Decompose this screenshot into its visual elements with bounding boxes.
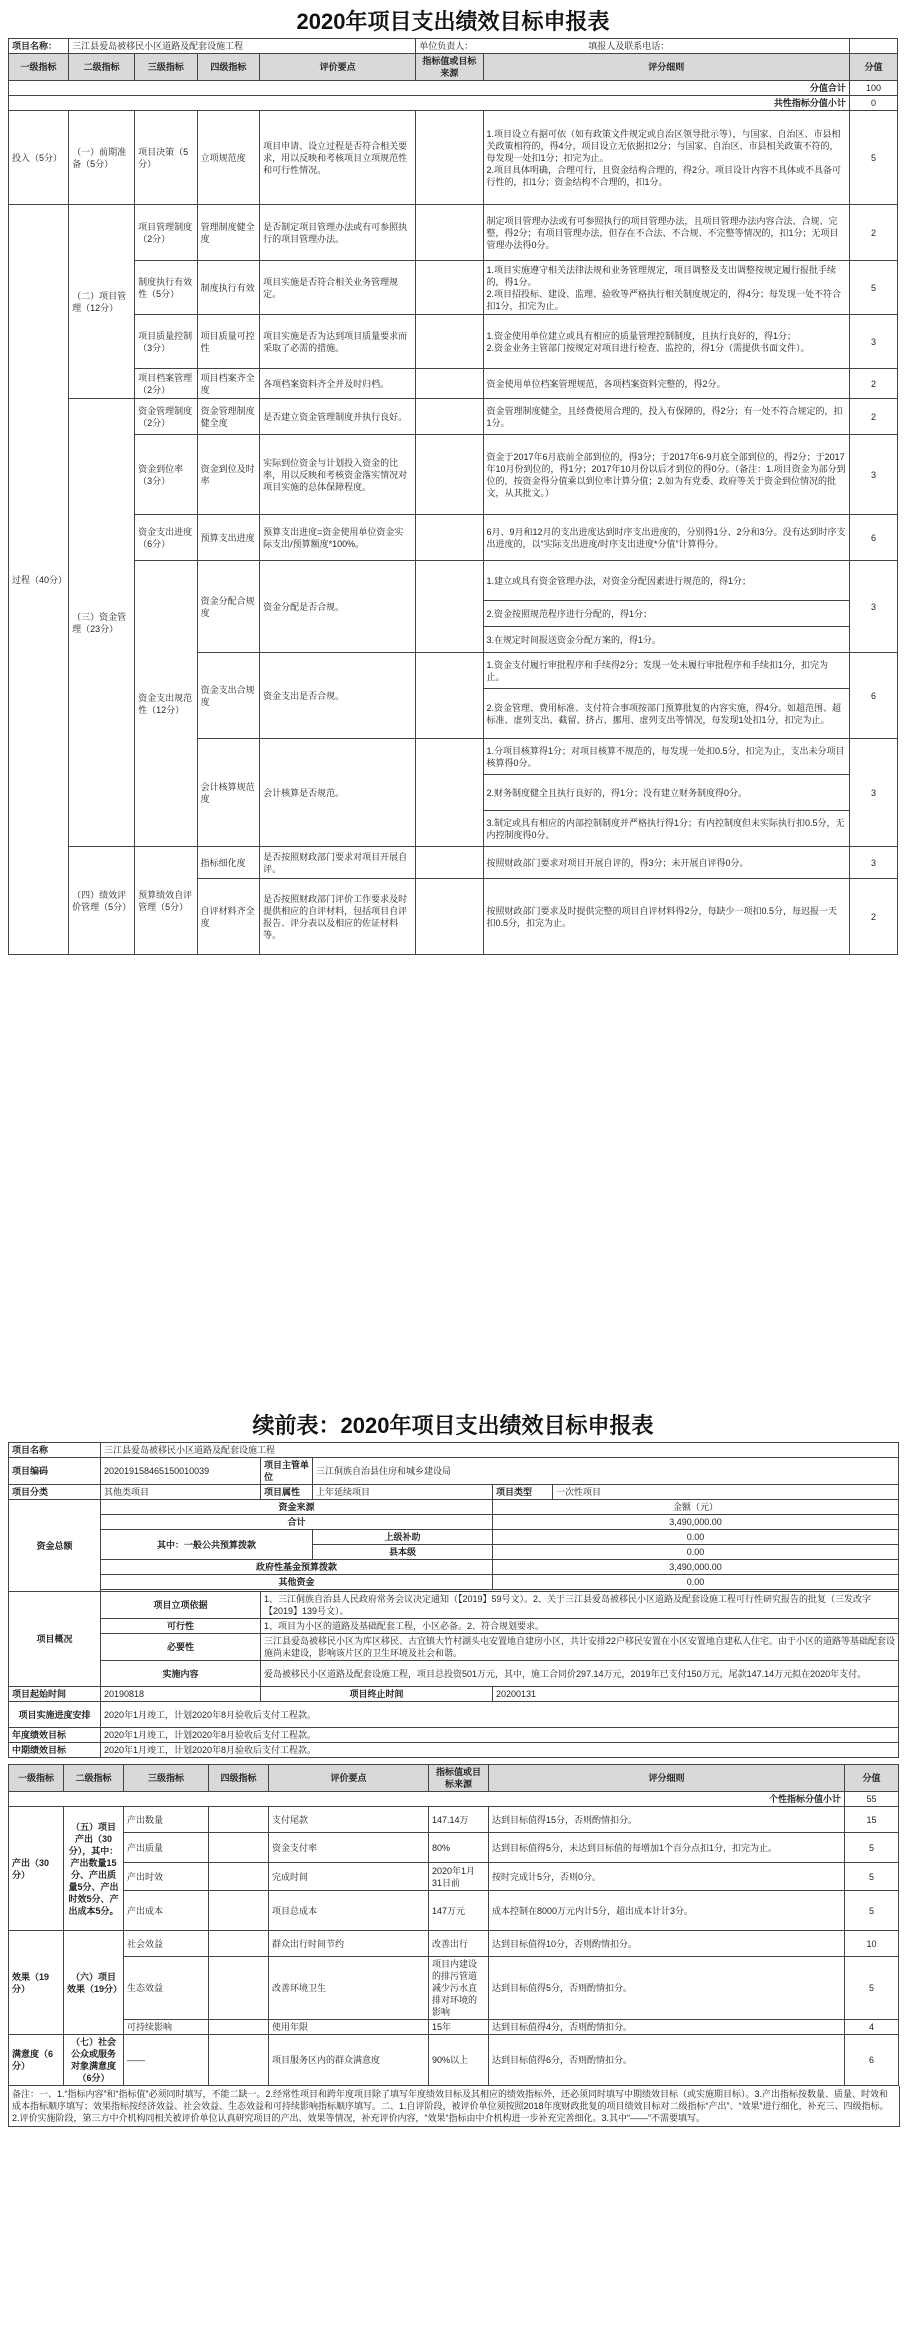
score-cell: 2: [849, 205, 897, 261]
score-cell: 15: [845, 1807, 899, 1833]
point-cell: 群众出行时间节约: [269, 1931, 429, 1957]
content-label: 实施内容: [101, 1661, 261, 1687]
sat-l2: （七）社会公众或服务对象满意度（6分）: [64, 2035, 124, 2086]
l3-cell: 制度执行有效性（5分）: [135, 261, 197, 315]
l4-cell: 自评材料齐全度: [197, 879, 259, 955]
rule-cell: 2.资金按照规范程序进行分配的，得1分；: [483, 601, 849, 627]
basis-label: 项目立项依据: [101, 1592, 261, 1619]
rule-cell: 按时完成计5分，否则0分。: [489, 1863, 845, 1891]
point-cell: 各项档案资料齐全并及时归档。: [260, 369, 416, 399]
l3-cell: 资金支出规范性（12分）: [135, 561, 197, 847]
indiv-score-value: 55: [845, 1792, 899, 1807]
point-cell: 实际到位资金与计划投入资金的比率，用以反映和考核资金落实情况对项目实施的总体保障程度。: [260, 435, 416, 515]
notes: 备注：一、1.“指标内容”和“指标值”必须同时填写，不能二缺一。2.经常性项目和跨年度项目除了填写年度绩效目标及其相应的绩效指标外，还必须同时填写中期绩效目标（或实施期目标）。3.产出指标按数量、质量、时效和成本指标顺序填写；效果指标按经济效益、社会效益、生态效益和可持续影响指标顺序填写。二、1.自评阶段，被评价单位须按照2018年度财政批复的项目绩效目标对二级指标“产出”、“效果”进行细化，补充三、四级指标。2.评价实施阶段，第三方中介机构同相关被评价单位认真研究项目的产出、效果等情况，补充评价内容，“效果”指标由中介机构进一步补充完善细化。3.其中“——”不需要填写。: [8, 2086, 900, 2127]
continuation-title: 续前表：2020年项目支出绩效目标申报表: [252, 1413, 654, 1438]
sat-value: 90%以上: [429, 2035, 489, 2086]
l4-cell: 预算支出进度: [197, 515, 259, 561]
plan-label: 项目实施进度安排: [9, 1702, 101, 1728]
effect-l1: 效果（19分）: [9, 1931, 64, 2035]
fund-row-value: 3,490,000.00: [493, 1515, 899, 1530]
l4-cell: 资金管理制度健全度: [197, 399, 259, 435]
l4-cell: 立项规范度: [197, 111, 259, 205]
rule-cell: 1.项目设立有据可依（如有政策文件规定或自治区领导批示等），与国家、自治区、市县相关政策相符的，得4分，项目设立无依据扣2分；与国家、自治区、市县相关政策不符的，每发现一处扣1分；扣完为止。 2.项目具体明确，合理可行，且资金结构合理的，得2分。项目设计内容不具体或不具备可行性的，扣1分；资金结构不合理的，扣1分。: [483, 111, 849, 205]
sat-rule: 达到目标值得6分，否则酌情扣分。: [489, 2035, 845, 2086]
content-value: 爱岛被移民小区道路及配套设施工程，项目总投资501万元，其中，施工合同价297.14万元，2019年已支付150万元，尾款147.14万元拟在2020年支付。: [261, 1661, 899, 1687]
score-cell: 5: [845, 1891, 899, 1931]
score-total-value: 100: [849, 81, 897, 96]
rule-cell: 达到目标值得10分，否则酌情扣分。: [489, 1931, 845, 1957]
header-cell: 评分细则: [483, 54, 849, 81]
l3-cell: 可持续影响: [124, 2020, 209, 2035]
fund-source-label: 资金来源: [101, 1500, 493, 1515]
header-cell: 分值: [845, 1765, 899, 1792]
value-cell: 147.14万: [429, 1807, 489, 1833]
overview-label: 项目概况: [9, 1592, 101, 1687]
score-cell: 5: [845, 1957, 899, 2020]
fund-row-label: 县本级: [313, 1545, 493, 1560]
code-value: 202019158465150010039: [101, 1458, 261, 1485]
attr-value: 上年延续项目: [313, 1485, 493, 1500]
score-cell: 5: [845, 1863, 899, 1891]
annual-label: 年度绩效目标: [9, 1728, 101, 1743]
unit-value: 三江侗族自治县住房和城乡建设局: [313, 1458, 899, 1485]
basis-value: 1、三江侗族自治县人民政府常务会议决定通知（【2019】59号文）。2、关于三江县爱岛被移民小区道路及配套设施工程可行性研究报告的批复（三发改字【2019】139号文）。: [261, 1592, 899, 1619]
score-cell: 3: [849, 739, 897, 847]
l2-cell: （三）资金管理（23分）: [69, 399, 135, 847]
rule-cell: 资金使用单位档案管理规范，各项档案资料完整的，得2分。: [483, 369, 849, 399]
fund-row-value: 0.00: [493, 1530, 899, 1545]
score-cell: 5: [845, 1833, 899, 1863]
score-cell: 5: [849, 261, 897, 315]
point-cell: 预算支出进度=资金使用单位资金实际支出/预算额度*100%。: [260, 515, 416, 561]
l3-cell: 产出成本: [124, 1891, 209, 1931]
header-cell: 一级指标: [9, 54, 69, 81]
rule-cell: 制定项目管理办法或有可参照执行的项目管理办法，且项目管理办法内容合法、合规、完整，得2分；有项目管理办法，但存在不合法、不合规、不完整等情况的，扣1分；无项目管理办法得0分。: [483, 205, 849, 261]
header-cell: 三级指标: [124, 1765, 209, 1792]
l4-cell: 制度执行有效: [197, 261, 259, 315]
point-cell: 项目实施是否符合相关业务管理规定。: [260, 261, 416, 315]
l3-cell: 产出质量: [124, 1833, 209, 1863]
header-cell: 分值: [849, 54, 897, 81]
type-label: 项目类型: [493, 1485, 553, 1500]
project-name-label: 项目名称：: [9, 39, 69, 54]
l3-cell: 生态效益: [124, 1957, 209, 2020]
l4-cell: 资金分配合规度: [197, 561, 259, 653]
type-value: 一次性项目: [553, 1485, 899, 1500]
value-cell: 2020年1月31日前: [429, 1863, 489, 1891]
l4-cell: 项目质量可控性: [197, 315, 259, 369]
effect-l2: （六）项目效果（19分）: [64, 1931, 124, 2035]
l3-cell: 社会效益: [124, 1931, 209, 1957]
point-cell: 完成时间: [269, 1863, 429, 1891]
value-cell: 项目内建设的排污管道减少污水直排对环境的影响: [429, 1957, 489, 2020]
common-score-label: 共性指标分值小计: [9, 96, 850, 111]
unit-label: 项目主管单位: [261, 1458, 313, 1485]
score-total-label: 分值合计: [9, 81, 850, 96]
sat-l3: ——: [124, 2035, 209, 2086]
point-cell: 是否制定项目管理办法或有可参照执行的项目管理办法。: [260, 205, 416, 261]
category-label: 项目分类: [9, 1485, 101, 1500]
unit-head-label: 单位负责人：: [419, 41, 474, 51]
l1-cell: 过程（40分）: [9, 205, 69, 955]
feasibility-label: 可行性: [101, 1619, 261, 1634]
general-budget-label: 其中：一般公共预算拨款: [101, 1530, 313, 1560]
rule-cell: 6月、9月和12月的支出进度达到时序支出进度的，分别得1分、2分和3分。没有达到时序支出进度的，以“实际支出进度/时序支出进度*分值”计算得分。: [483, 515, 849, 561]
rule-cell: 达到目标值得15分，否则酌情扣分。: [489, 1807, 845, 1833]
indiv-score-label: 个性指标分值小计: [9, 1792, 845, 1807]
header-cell: 二级指标: [64, 1765, 124, 1792]
score-cell: 3: [849, 561, 897, 653]
score-cell: 3: [849, 315, 897, 369]
rule-cell: 3.制定或具有相应的内部控制制度并严格执行得1分；有内控制度但未实际执行扣0.5分，无内控制度得0分。: [483, 811, 849, 847]
rule-cell: 3.在规定时间报送资金分配方案的，得1分。: [483, 627, 849, 653]
rule-cell: 成本控制在8000万元内计5分，超出成本计计3分。: [489, 1891, 845, 1931]
rule-cell: 按照财政部门要求及时提供完整的项目自评材料得2分，每缺少一项扣0.5分，每迟报一天扣0.5分，扣完为止。: [483, 879, 849, 955]
end-label: 项目终止时间: [261, 1687, 493, 1702]
header-cell: 指标值或目标来源: [416, 54, 483, 81]
l3-cell: 项目决策（5分）: [135, 111, 197, 205]
l2-cell: （二）项目管理（12分）: [69, 205, 135, 399]
header-cell: 三级指标: [135, 54, 197, 81]
common-score-value: 0: [849, 96, 897, 111]
value-cell: 15年: [429, 2020, 489, 2035]
feasibility-value: 1、项目为小区的道路及基础配套工程，小区必备。2、符合规划要求。: [261, 1619, 899, 1634]
main-form: [8, 6, 898, 955]
point-cell: 项目总成本: [269, 1891, 429, 1931]
l3-cell: 资金支出进度（6分）: [135, 515, 197, 561]
rule-cell: 1.建立或具有资金管理办法，对资金分配因素进行规范的，得1分；: [483, 561, 849, 601]
necessity-label: 必要性: [101, 1634, 261, 1661]
amount-label: 金额（元）: [493, 1500, 899, 1515]
l3-cell: 资金管理制度（2分）: [135, 399, 197, 435]
header-cell: 二级指标: [69, 54, 135, 81]
point-cell: 是否建立资金管理制度并执行良好。: [260, 399, 416, 435]
attr-label: 项目属性: [261, 1485, 313, 1500]
sat-point: 项目服务区内的群众满意度: [269, 2035, 429, 2086]
l4-cell: 资金到位及时率: [197, 435, 259, 515]
l3-cell: 预算绩效自评管理（5分）: [135, 847, 197, 955]
score-cell: 2: [849, 879, 897, 955]
rule-cell: 1.项目实施遵守相关法律法规和业务管理规定，项目调整及支出调整按规定履行报批手续的，得1分。 2.项目招投标、建设、监理、验收等严格执行相关制度规定的，得4分；每发现一处不符合扣1分，扣完为止。: [483, 261, 849, 315]
header-cell: 指标值或目标来源: [429, 1765, 489, 1792]
point-cell: 使用年限: [269, 2020, 429, 2035]
rule-cell: 1.分项目核算得1分；对项目核算不规范的，每发现一处扣0.5分，扣完为止，支出未分项目核算得0分。: [483, 739, 849, 775]
l3-cell: 资金到位率（3分）: [135, 435, 197, 515]
fund-row-value: 0.00: [493, 1545, 899, 1560]
start-value: 20190818: [101, 1687, 261, 1702]
fund-row-label: 合计: [101, 1515, 493, 1530]
point-cell: 是否按照财政部门要求对项目开展自评。: [260, 847, 416, 879]
rule-cell: 资金管理制度健全，且经费使用合理的，投入有保障的，得2分；有一处不符合规定的，扣1分。: [483, 399, 849, 435]
fund-row-label: 政府性基金预算拨款: [101, 1560, 493, 1575]
category-value: 其他类项目: [101, 1485, 261, 1500]
fund-row-label: 其他资金: [101, 1575, 493, 1590]
form-table: [8, 38, 898, 955]
l3-cell: 项目管理制度（2分）: [135, 205, 197, 261]
l3-cell: 产出数量: [124, 1807, 209, 1833]
fund-row-value: 0.00: [493, 1575, 899, 1590]
header-cell: 四级指标: [209, 1765, 269, 1792]
start-label: 项目起始时间: [9, 1687, 101, 1702]
rule-cell: 达到目标值得5分，否则酌情扣分。: [489, 1957, 845, 2020]
point-cell: 会计核算是否规范。: [260, 739, 416, 847]
score-cell: 6: [849, 653, 897, 739]
l4-cell: 会计核算规范度: [197, 739, 259, 847]
necessity-value: 三江县爱岛被移民小区为库区移民、古宜镇大竹村湖头屯安置地自建房小区，共计安排22户移民安置在小区安置地自建私人住宅。由于小区的道路等基础配套设施尚未建设，影响该片区的卫生环境及社会和谐。: [261, 1634, 899, 1661]
l3-cell: 产出时效: [124, 1863, 209, 1891]
l2-cell: （四）绩效评价管理（5分）: [69, 847, 135, 955]
rule-cell: 2.资金管理、费用标准、支付符合事项按部门预算批复的内容实施，得4分。如超范围、超标准、虚列支出、截留、挤占、挪用、虚列支出等情况，每发现1处扣1分，扣完为止。: [483, 689, 849, 739]
continuation-form: [8, 1410, 898, 2127]
point-cell: 资金支出是否合规。: [260, 653, 416, 739]
annual-value: 2020年1月竣工，计划2020年8月验收后支付工程款。: [101, 1728, 899, 1743]
point-cell: 资金分配是否合规。: [260, 561, 416, 653]
score-cell: 5: [849, 111, 897, 205]
point-cell: 支付尾款: [269, 1807, 429, 1833]
header-cell: 四级指标: [197, 54, 259, 81]
l4-cell: 指标细化度: [197, 847, 259, 879]
mid-label: 中期绩效目标: [9, 1743, 101, 1758]
header-cell: 评价要点: [269, 1765, 429, 1792]
score-cell: 6: [849, 515, 897, 561]
rule-cell: 资金于2017年6月底前全部到位的，得3分；于2017年6-9月底全部到位的，得2分；于2017年10月份到位的，得1分；2017年10月份以后才到位的得0分。（备注：1.项目资金为部分到位的，按资金得分值乘以到位率计算分值；2.如为有党委、政府等关于资金到位情况的批文，从其批文。）: [483, 435, 849, 515]
code-label: 项目编码: [9, 1458, 101, 1485]
fund-row-label: 上级补助: [313, 1530, 493, 1545]
value-cell: 147万元: [429, 1891, 489, 1931]
l2-cell: （一）前期准备（5分）: [69, 111, 135, 205]
plan-value: 2020年1月竣工，计划2020年8月验收后支付工程款。: [101, 1702, 899, 1728]
l4-cell: 资金支出合规度: [197, 653, 259, 739]
score-cell: 3: [849, 847, 897, 879]
end-value: 20200131: [493, 1687, 899, 1702]
value-cell: 改善出行: [429, 1931, 489, 1957]
l3-cell: 项目档案管理（2分）: [135, 369, 197, 399]
sat-l1: 满意度（6分）: [9, 2035, 64, 2086]
form-title: 2020年项目支出绩效目标申报表: [296, 9, 610, 34]
l4-cell: 管理制度健全度: [197, 205, 259, 261]
sat-score: 6: [845, 2035, 899, 2086]
point-cell: 改善环境卫生: [269, 1957, 429, 2020]
project-name-value: 三江县爱岛被移民小区道路及配套设施工程: [101, 1443, 899, 1458]
output-l2: （五）项目产出（30分），其中：产出数量15分、产出质量5分、产出时效5分、产出成本5分。: [64, 1807, 124, 1931]
info-table: [8, 1442, 899, 1758]
score-cell: 3: [849, 435, 897, 515]
indicator-table: [8, 1764, 899, 2086]
score-cell: 2: [849, 399, 897, 435]
rule-cell: 1.资金使用单位建立或具有相应的质量管理控制制度，且执行良好的，得1分； 2.资金业务主管部门按规定对项目进行检查、监控的，得1分（需提供书面文件）。: [483, 315, 849, 369]
rule-cell: 2.财务制度健全且执行良好的，得1分；没有建立财务制度得0分。: [483, 775, 849, 811]
score-cell: 4: [845, 2020, 899, 2035]
l4-cell: 项目档案齐全度: [197, 369, 259, 399]
project-name-label: 项目名称: [9, 1443, 101, 1458]
point-cell: 资金支付率: [269, 1833, 429, 1863]
l1-cell: 投入（5分）: [9, 111, 69, 205]
mid-value: 2020年1月竣工，计划2020年8月验收后支付工程款。: [101, 1743, 899, 1758]
point-cell: 是否按照财政部门评价工作要求及时提供相应的自评材料，包括项目自评报告、评分表以及相应的佐证材料等。: [260, 879, 416, 955]
header-cell: 评价要点: [260, 54, 416, 81]
unit-head-row: [416, 39, 850, 54]
header-cell: 一级指标: [9, 1765, 64, 1792]
fund-row-value: 3,490,000.00: [493, 1560, 899, 1575]
project-name-value: 三江县爱岛被移民小区道路及配套设施工程: [69, 39, 416, 54]
point-cell: 项目申请、设立过程是否符合相关要求，用以反映和考核项目立项规范性和可行性情况。: [260, 111, 416, 205]
rule-cell: 达到目标值得4分，否则酌情扣分。: [489, 2020, 845, 2035]
output-l1: 产出（30分）: [9, 1807, 64, 1931]
score-cell: 10: [845, 1931, 899, 1957]
point-cell: 项目实施是否为达到项目质量要求而采取了必需的措施。: [260, 315, 416, 369]
header-cell: 评分细则: [489, 1765, 845, 1792]
score-cell: 2: [849, 369, 897, 399]
rule-cell: 达到目标值得5分，未达到目标值的每增加1个百分点扣1分，扣完为止。: [489, 1833, 845, 1863]
fund-total-label: 资金总额: [9, 1500, 101, 1592]
contact-label: 填报人及联系电话：: [588, 41, 670, 51]
rule-cell: 按照财政部门要求对项目开展自评的，得3分；未开展自评得0分。: [483, 847, 849, 879]
rule-cell: 1.资金支付履行审批程序和手续得2分；发现一处未履行审批程序和手续扣1分，扣完为止。: [483, 653, 849, 689]
value-cell: 80%: [429, 1833, 489, 1863]
l3-cell: 项目质量控制（3分）: [135, 315, 197, 369]
